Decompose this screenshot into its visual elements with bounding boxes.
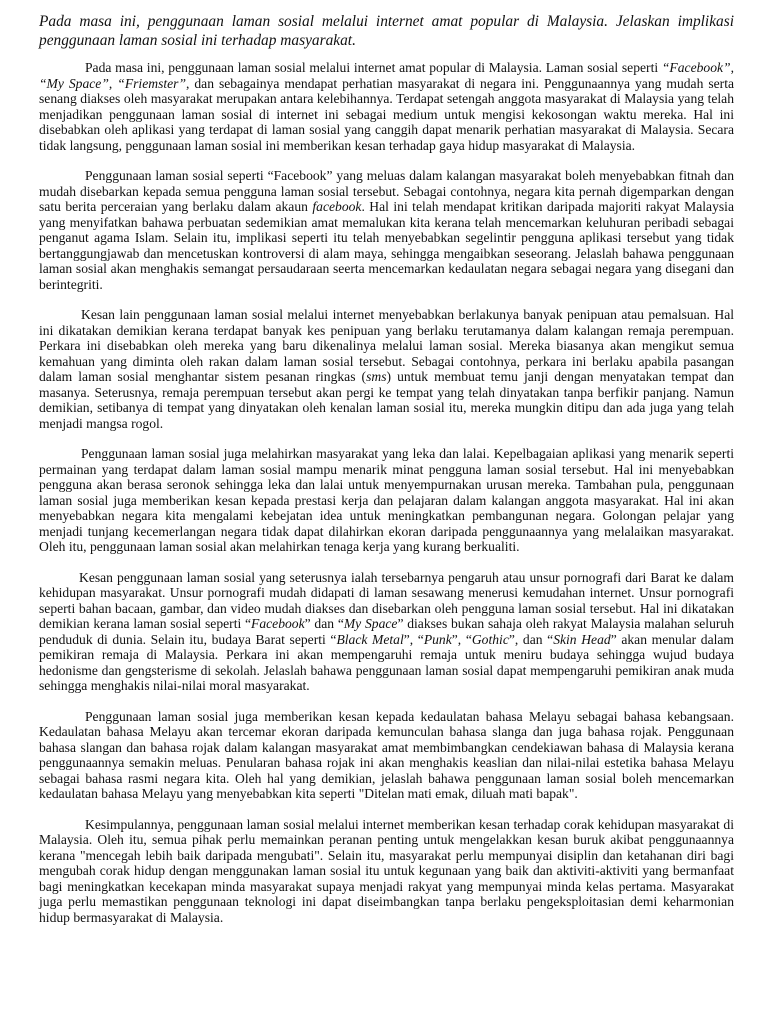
- paragraph-text: ” diakses bukan sahaja oleh rakyat Malaysia malahan seluruh penduduk di dunia. Selain itu, budaya Barat seperti “: [39, 616, 734, 647]
- essay-paragraph-7: [39, 817, 734, 926]
- italic-text: Punk: [423, 631, 452, 647]
- paragraph-text: ” dan “: [304, 616, 344, 631]
- essay-paragraph-4: [39, 446, 734, 555]
- paragraph-text: ) untuk membuat temu janji dengan menyatakan tempat dan masanya. Seterusnya, remaja perempuan tersebut akan pergi ke tempat yang telah dinyatakan tanpa berfikir panjang. Namun demikian, setibanya di tempat yang dinyatakan oleh kenalan laman sosial itu, mereka mungkin ditipu dan ada juga yang telah menjadi mangsa rogol.: [39, 369, 734, 431]
- paragraph-text: Kesimpulannya, penggunaan laman sosial melalui internet memberikan kesan terhadap corak kehidupan masyarakat di Malaysia. Oleh itu, semua pihak perlu memainkan peranan penting untuk mengelakkan kesan buruk akibat penggunaannya kerana "mencegah lebih baik daripada mengubati". Selain itu, masyarakat perlu mempunyai disiplin dan ketahanan diri bagi mengubah corak hidup dengan menggunakan laman sosial itu untuk kegunaan yang baik dan aktiviti-aktiviti yang bermanfaat bagi meningkatkan kecekapan minda masyarakat supaya menjadi rakyat yang mempunyai minda kelas pertama. Masyarakat juga perlu memastikan penggunaan teknologi ini dapat diseimbangkan tanpa berlaku pengeksploitasian demi keharmonian hidup bermasyarakat di Malaysia.: [39, 816, 734, 925]
- paragraph-text: , dan sebagainya mendapat perhatian masyarakat di negara ini. Penggunaannya yang mudah serta senang diakses oleh masyarakat merupakan antara kelebihannya. Terdapat setengah anggota masyarakat di Malaysia yang telah menjadikan penggunaan laman sosial di internet ini sebagai medium untuk mengisi kekosongan waktu mereka. Hal ini disebabkan oleh aplikasi yang terdapat di laman sosial yang canggih dapat menarik perhatian masyarakat di Malaysia. Secara tidak langsung, penggunaan laman sosial ini memberikan kesan terhadap gaya hidup masyarakat di Malaysia.: [39, 75, 735, 153]
- italic-text: Gothic: [471, 631, 509, 647]
- essay-paragraph-6: [39, 709, 734, 802]
- paragraph-text: ,: [108, 75, 118, 91]
- essay-question: Pada masa ini, penggunaan laman sosial melalui internet amat popular di Malaysia. Jelaskan implikasi penggunaan laman sosial ini terhadap masyarakat.: [39, 13, 734, 49]
- essay-paragraph-3: [39, 307, 734, 431]
- italic-text: My Space: [343, 616, 398, 631]
- essay-paragraph-5: [39, 570, 734, 694]
- paragraph-text: Kesan penggunaan laman sosial yang seterusnya ialah tersebarnya pengaruh atau unsur pornografi dari Barat ke dalam kehidupan masyarakat. Unsur pornografi mudah didapati di laman sesawang menerusi kemudahan internet. Unsur pornografi seperti bahan bacaan, gambar, dan video mudah diakses dan disebarkan oleh pengguna laman sosial tersebut. Hal ini dikatakan demikian kerana laman sosial seperti “: [39, 569, 734, 631]
- paragraph-text: . Hal ini telah mendapat kritikan daripada majoriti rakyat Malaysia yang menyifatkan bahawa perbuatan sedemikian amat memalukan kita kerana telah mencemarkan keluhuran peribadi sebagai penganut agama Islam. Selain itu, implikasi seperti itu telah menyebabkan segelintir pengguna aplikasi tersebut yang tidak bertanggungjawab dan mencetuskan kontroversi di alam maya, sehingga mengaibkan seseorang. Jelaslah bahawa penggunaan laman sosial akan menghakis semangat persaudaraan seerta mencemarkan kedaulatan negara sebagai negara yang disegani dan berintegriti.: [39, 199, 734, 292]
- italic-text: facebook: [312, 199, 362, 214]
- paragraph-text: Penggunaan laman sosial juga memberikan kesan kepada kedaulatan bahasa Melayu sebagai bahasa kebangsaan. Kedaulatan bahasa Melayu akan tercemar ekoran daripada kemunculan bahasa slanga dan juga bahasa rojak. Penggunaan bahasa slangan dan bahasa rojak dalam kalangan masyarakat amat membimbangkan cendekiawan bahasa di Malaysia kerana penggunaannya semakin meluas. Penularan bahasa rojak ini akan menghakis keaslian dan nilai-nilai estetika bahasa Melayu sebagai bahasa rasmi negara kita. Oleh hal yang demikian, jelaslah bahawa penggunaan laman sosial boleh mencemarkan kedaulatan bahasa Melayu yang menyebabkan kita seperti "Ditelan mati emak, diluah mati bapak".: [39, 708, 734, 801]
- italic-text: sms: [366, 369, 387, 384]
- paragraph-text: ”, “: [451, 631, 472, 647]
- essay-paragraph-1: [39, 60, 734, 153]
- italic-text: Facebook: [251, 616, 305, 631]
- italic-text: “My Space”: [39, 75, 109, 91]
- essay-paragraph-2: [39, 168, 734, 292]
- italic-text: “Friemster”: [117, 75, 187, 91]
- paragraph-text: Pada masa ini, penggunaan laman sosial melalui internet amat popular di Malaysia. Laman sosial seperti: [85, 60, 662, 75]
- paragraph-text: ” akan menular dalam pemikiran remaja di Malaysia. Perkara ini akan mempengaruhi remaja untuk meniru budaya sehingga wujud budaya hedonisme dan gengsterisme di sekolah. Jelaslah bahawa penggunaan laman sosial dapat mempengaruhi pemikiran anak muda sehingga menghakis nilai-nilai moral masyarakat.: [39, 631, 734, 693]
- italic-text: Black Metal: [336, 631, 404, 647]
- italic-text: “Facebook”: [661, 60, 731, 75]
- paragraph-text: ”, “: [403, 631, 424, 647]
- paragraph-text: Kesan lain penggunaan laman sosial melalui internet menyebabkan berlakunya banyak penipuan atau pemalsuan. Hal ini dikatakan demikian kerana terdapat banyak kes penipuan yang berlaku terutamanya dalam kalangan remaja perempuan. Perkara ini disebabkan oleh mereka yang baru dikenalinya melalui laman sosial. Mereka biasanya akan mengikut semua kemahuan yang diminta oleh rakan dalam laman sosial tersebut. Sebagai contohnya, perkara ini berlaku apabila pasangan dalam laman sosial menghantar sistem pesanan ringkas (: [39, 307, 734, 384]
- paragraph-text: Penggunaan laman sosial seperti “Facebook” yang meluas dalam kalangan masyarakat boleh menyebabkan fitnah dan mudah disebarkan kepada semua pengguna laman sosial tersebut. Sebagai contohnya, negara kita pernah digemparkan dengan satu berita perceraian yang berlaku dalam akaun: [39, 168, 734, 214]
- paragraph-text: ”, dan “: [508, 631, 554, 647]
- paragraph-text: Penggunaan laman sosial juga melahirkan masyarakat yang leka dan lalai. Kepelbagaian aplikasi yang menarik seperti permainan yang terdapat dalam laman sosial mampu menarik minat pengguna laman sosial tersebut. Hal ini menyebabkan pengguna akan berasa seronok sehingga leka dan lalai untuk menyempurnakan urusan mereka. Tambahan pula, penggunaan laman sosial juga memberikan kesan kepada prestasi kerja dan pelajaran dalam kalangan anggota masyarakat. Hal ini akan menyebabkan negara kita mengalami kebejatan idea untuk meningkatkan pembangunan negara. Golongan pelajar yang menjadi tunjang kecemerlangan negara tidak dapat dilahirkan ekoran daripada penggunaannya yang melalaikan masyarakat. Oleh itu, penggunaan laman sosial akan melahirkan tenaga kerja yang kurang berkualiti.: [39, 446, 734, 554]
- italic-text: Skin Head: [553, 631, 611, 647]
- paragraph-text: ,: [730, 60, 734, 75]
